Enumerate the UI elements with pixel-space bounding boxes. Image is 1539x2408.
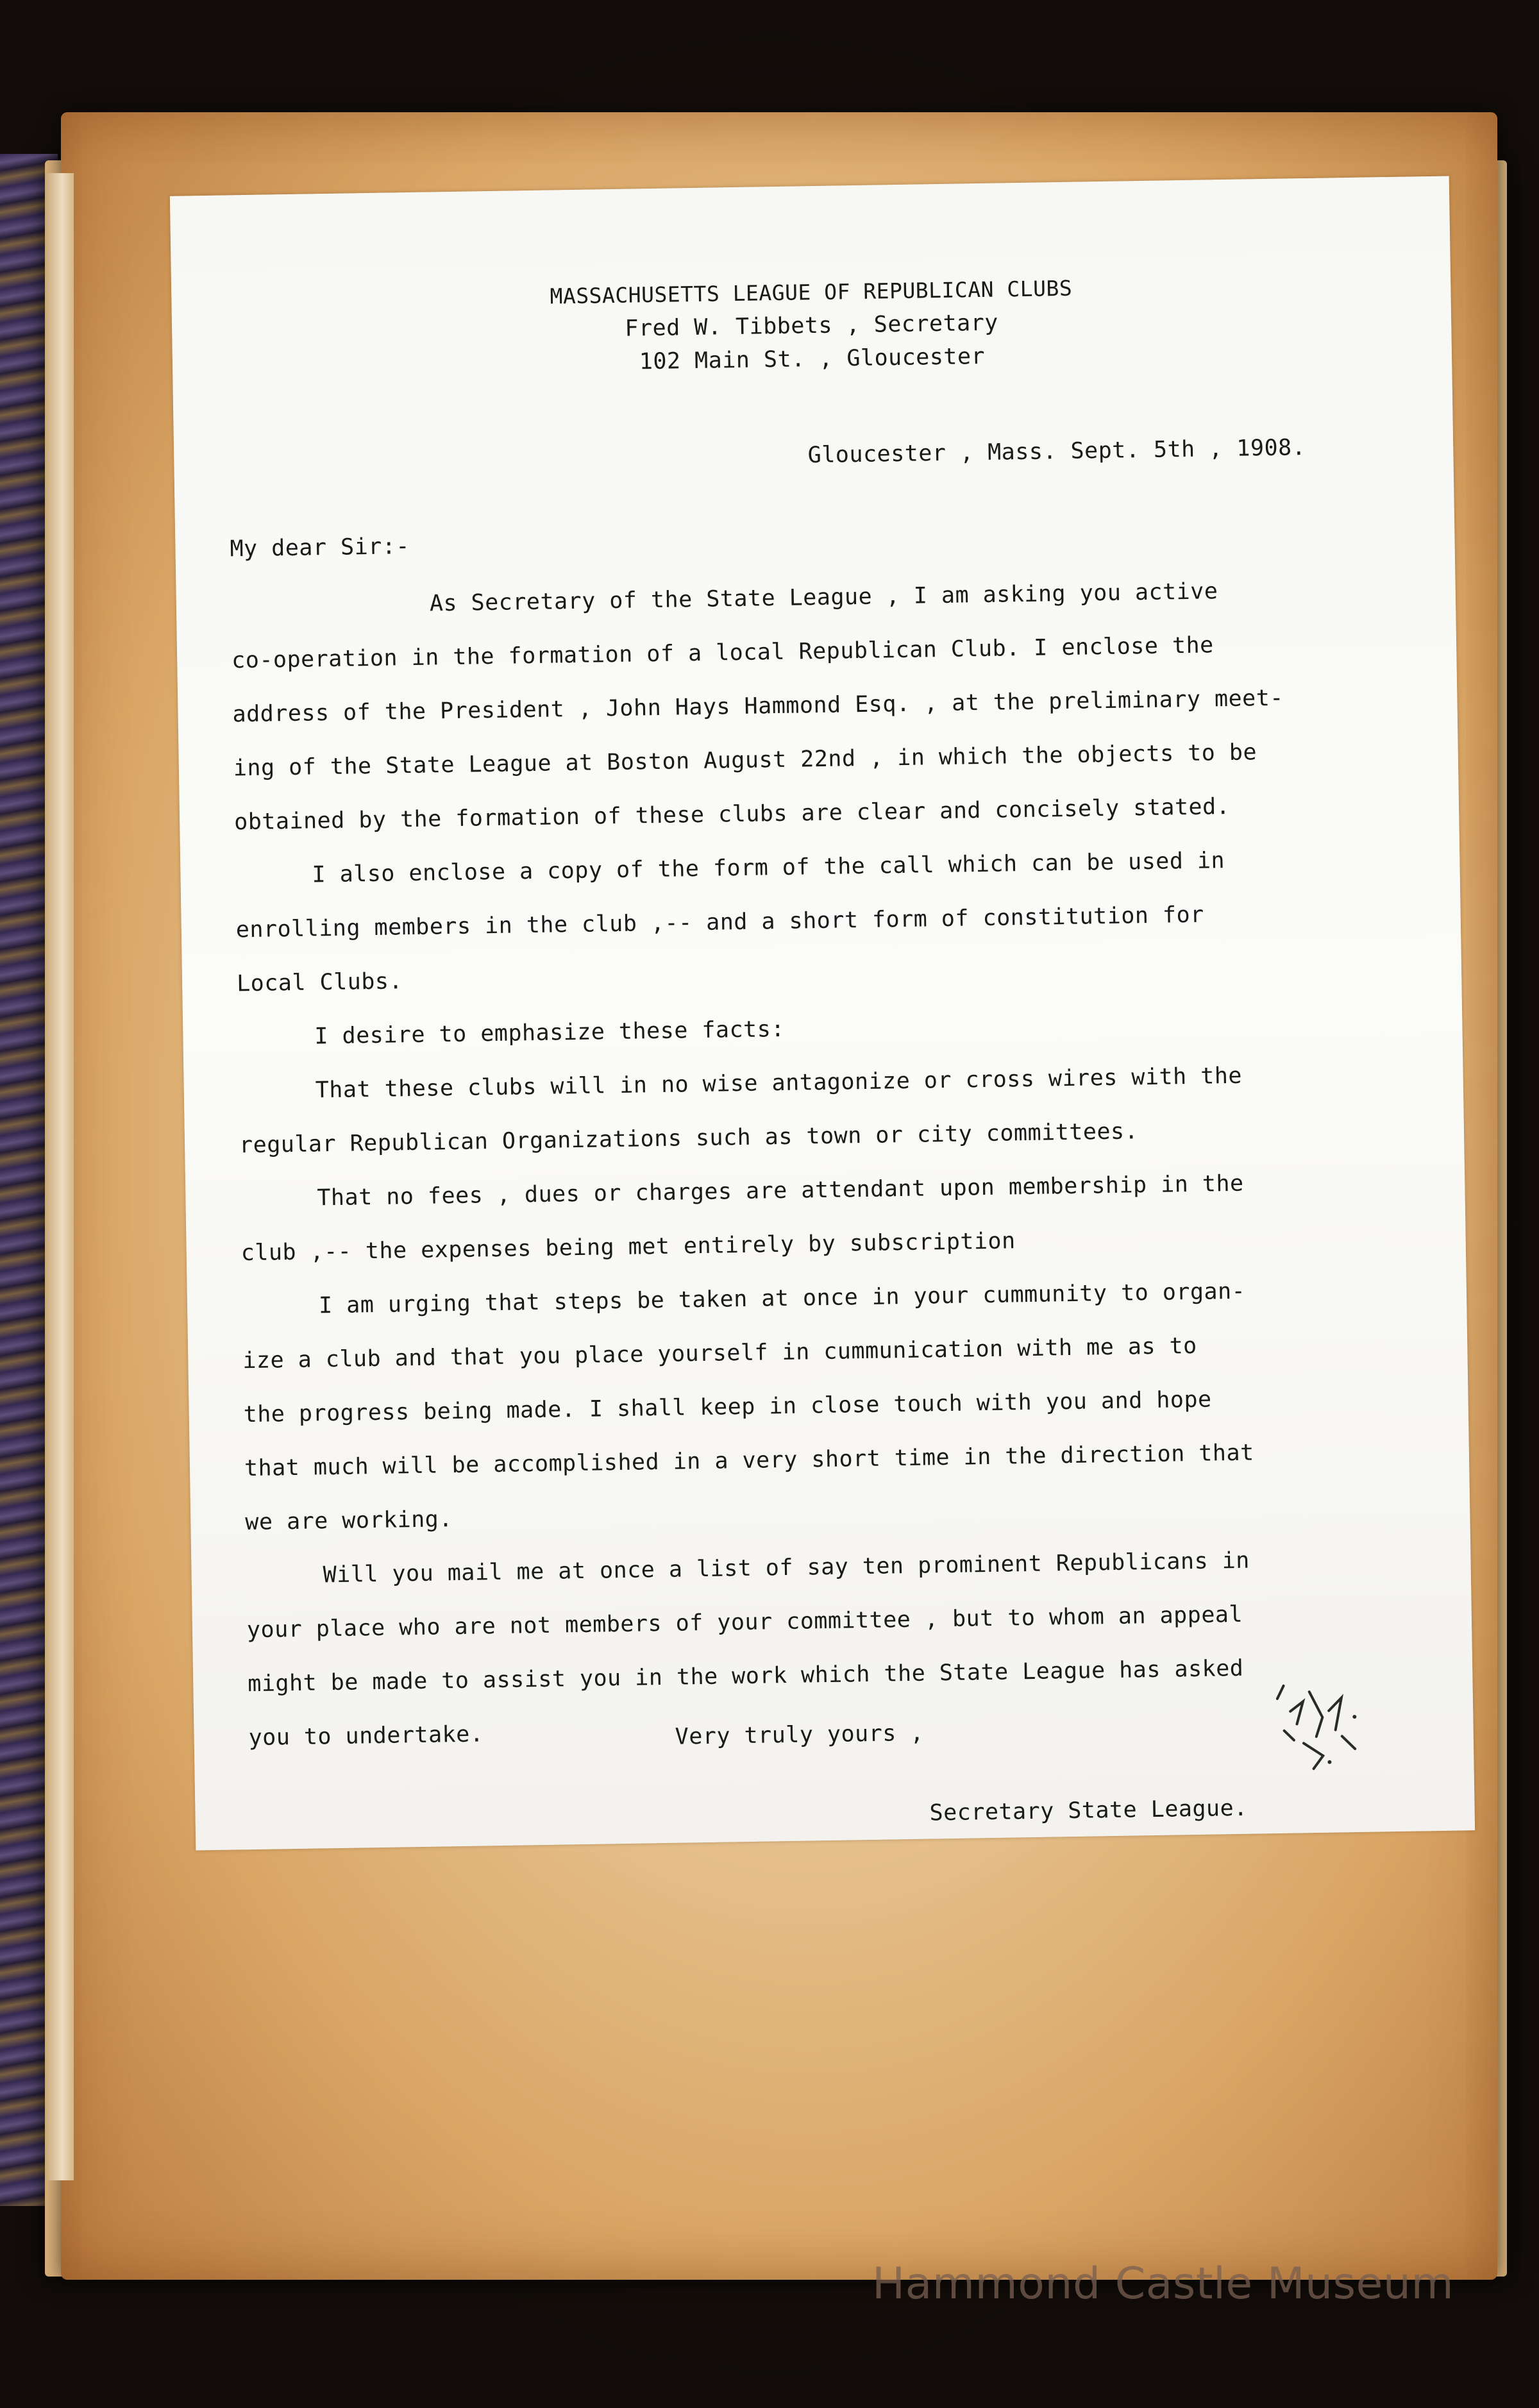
letter-body bbox=[230, 562, 1416, 1765]
letter-line: your place who are not members of your committee , but to whom an appeal bbox=[246, 1601, 1243, 1644]
letter-line: I desire to emphasize these facts: bbox=[314, 1016, 786, 1050]
address-line: 102 Main St. , Gloucester bbox=[639, 343, 986, 375]
museum-watermark: Hammond Castle Museum bbox=[872, 2259, 1454, 2309]
signature-title: Secretary State League. bbox=[929, 1795, 1249, 1826]
letter-paragraph bbox=[235, 831, 1404, 1011]
secretary-line: Fred W. Tibbets , Secretary bbox=[625, 310, 999, 342]
closing: Very truly yours , bbox=[675, 1720, 925, 1750]
letter-line: That these clubs will in no wise antagonize or cross wires with the bbox=[315, 1063, 1243, 1104]
letter-line: you to undertake. bbox=[248, 1721, 484, 1751]
letter-line: the progress being made. I shall keep in close touch with you and hope bbox=[243, 1386, 1212, 1428]
letter-line: That no fees , dues or charges are attendant upon membership in the bbox=[317, 1170, 1244, 1211]
letter-line: As Secretary of the State League , I am asking you active bbox=[429, 578, 1218, 617]
letter-line: Will you mail me at once a list of say ten prominent Republicans in bbox=[323, 1547, 1250, 1588]
letterhead bbox=[171, 265, 1452, 385]
letter-line: co-operation in the formation of a local Republican Club. I enclose the bbox=[231, 632, 1214, 674]
letter-line: we are working. bbox=[245, 1506, 453, 1536]
letter-paragraph bbox=[241, 1262, 1412, 1550]
organization-name: MASSACHUSETTS LEAGUE OF REPUBLICAN CLUBS bbox=[550, 275, 1073, 309]
letter-line: I also enclose a copy of the form of the call which can be used in bbox=[312, 848, 1225, 888]
letter-line: ing of the State League at Boston August 22nd , in which the objects to be bbox=[233, 739, 1257, 782]
letter-line: enrolling members in the club ,-- and a short form of constitution for bbox=[235, 902, 1205, 943]
letter-line: address of the President , John Hays Hammond Esq. , at the preliminary meet- bbox=[232, 685, 1284, 728]
letter-date: Gloucester , Mass. Sept. 5th , 1908. bbox=[807, 435, 1306, 469]
letter-line: that much will be accomplished in a very short time in the direction that bbox=[244, 1440, 1254, 1482]
letter-line: ize a club and that you place yourself in cummunication with me as to bbox=[242, 1333, 1197, 1374]
torn-page-edge bbox=[45, 173, 74, 2180]
letter-line: might be made to assist you in the work which the State League has asked bbox=[248, 1655, 1244, 1697]
letter-line: obtained by the formation of these clubs are clear and concisely stated. bbox=[233, 793, 1231, 836]
letter-line: regular Republican Organizations such as town or city committees. bbox=[239, 1118, 1139, 1159]
letter-paragraph bbox=[240, 1154, 1408, 1281]
typed-letter bbox=[170, 176, 1475, 1850]
letter-paragraph bbox=[238, 1047, 1406, 1173]
salutation: My dear Sir:- bbox=[230, 534, 410, 562]
signature-scribble bbox=[1264, 1671, 1381, 1782]
letter-line: I am urging that steps be taken at once in your cummunity to organ- bbox=[318, 1278, 1246, 1319]
letter-paragraph bbox=[230, 562, 1401, 850]
letter-line: Local Clubs. bbox=[236, 968, 403, 997]
letter-line: club ,-- the expenses being met entirely by subscription bbox=[240, 1228, 1016, 1267]
